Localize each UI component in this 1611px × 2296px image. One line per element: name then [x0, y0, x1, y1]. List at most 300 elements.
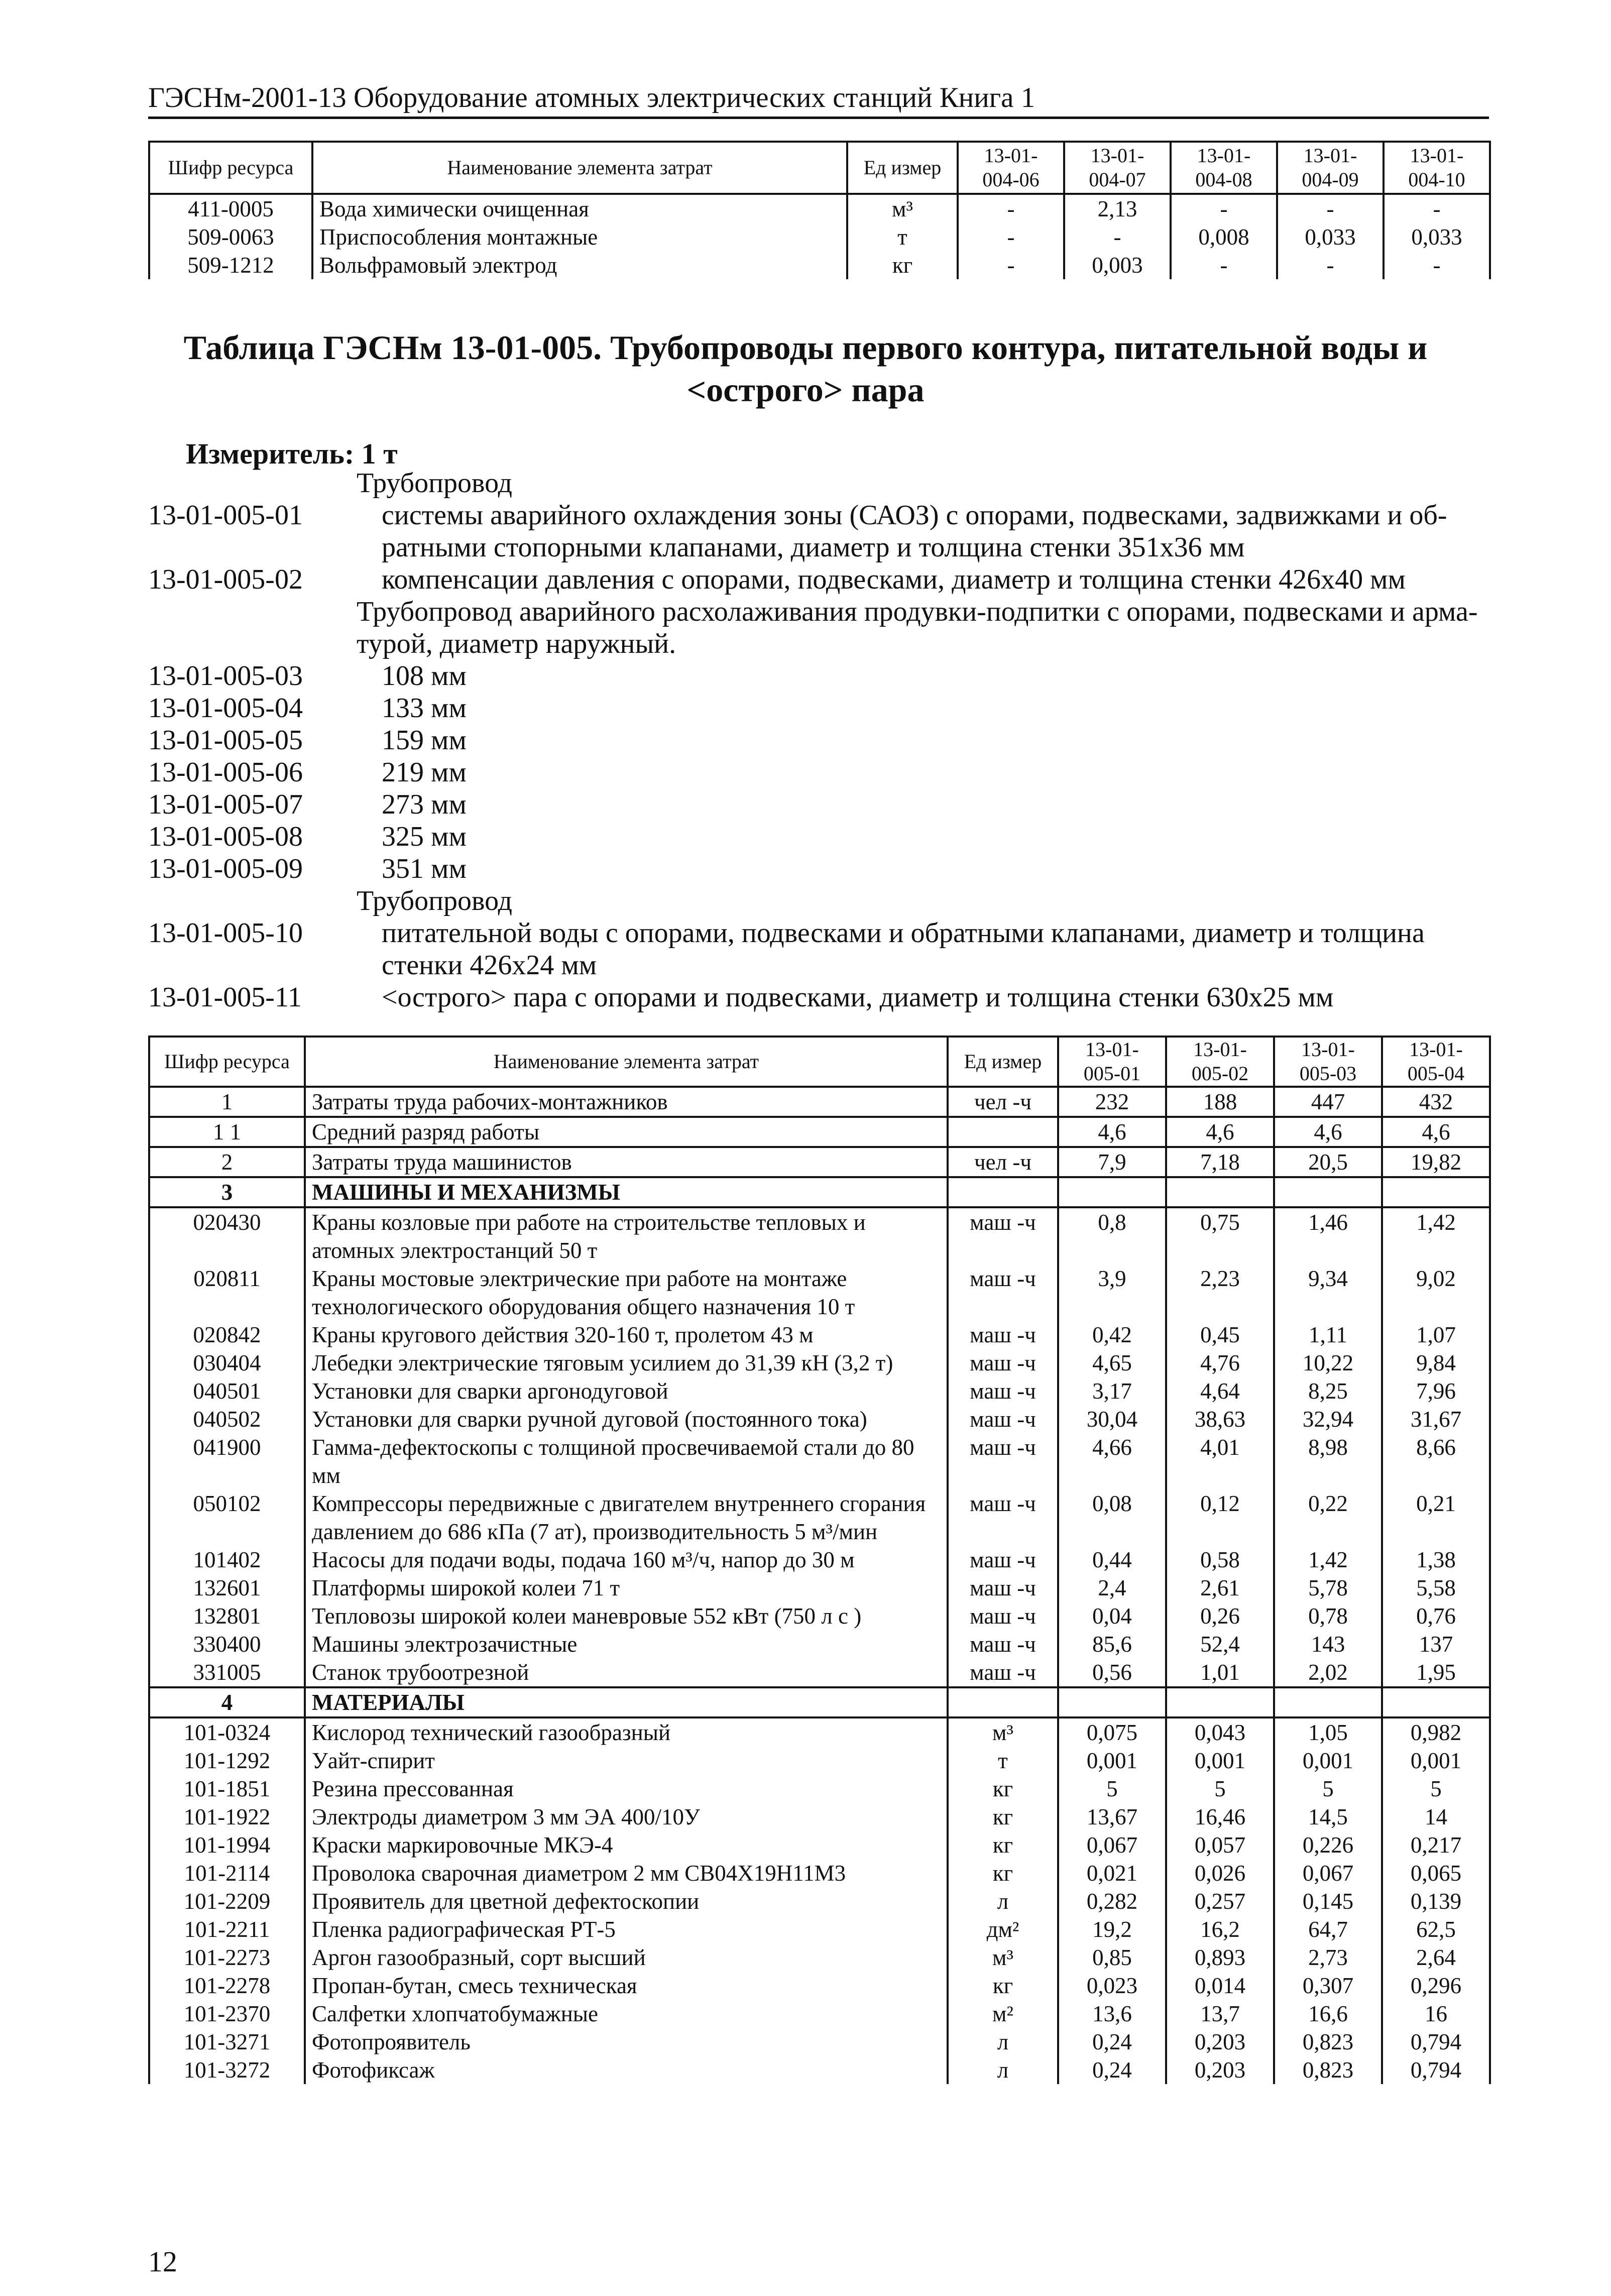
- table-row: [149, 251, 1490, 279]
- resource-name: Вольфрамовый электрод: [312, 251, 847, 279]
- header-unit: Ед измер: [847, 142, 958, 194]
- resource-code: 040501: [149, 1377, 305, 1405]
- group-label: турой, диаметр наружный.: [357, 628, 676, 659]
- unit: кг: [948, 1859, 1058, 1887]
- table-row: [149, 1574, 1490, 1602]
- unit: кг: [847, 251, 958, 279]
- value-cell: 0,014: [1166, 1972, 1274, 2000]
- value-cell: 0,001: [1274, 1747, 1382, 1775]
- empty-cell: [948, 1177, 1058, 1207]
- unit: маш -ч: [948, 1630, 1058, 1658]
- value-cell: 16,6: [1274, 2000, 1382, 2028]
- unit: л: [948, 2028, 1058, 2056]
- value-cell: 0,56: [1058, 1658, 1166, 1687]
- value-cell: 64,7: [1274, 1915, 1382, 1943]
- resource-name: Фотофиксаж: [305, 2056, 948, 2084]
- table-row: [149, 1915, 1490, 1943]
- value-cell: 432: [1382, 1087, 1490, 1117]
- table-row: [149, 1433, 1490, 1489]
- item-code: 13-01-005-04: [148, 693, 303, 724]
- value-cell: 5,58: [1382, 1574, 1490, 1602]
- value-cell: 1,46: [1274, 1207, 1382, 1265]
- table-row: [149, 1321, 1490, 1349]
- unit: т: [847, 223, 958, 251]
- unit: кг: [948, 1803, 1058, 1831]
- value-cell: 2,13: [1064, 194, 1171, 223]
- value-cell: 8,98: [1274, 1433, 1382, 1489]
- item-code: 13-01-005-11: [148, 982, 302, 1013]
- value-cell: 0,24: [1058, 2028, 1166, 2056]
- table-row: [149, 1803, 1490, 1831]
- value-cell: 3,17: [1058, 1377, 1166, 1405]
- header-name: Наименование элемента затрат: [312, 142, 847, 194]
- section-row: [149, 1687, 1490, 1717]
- value-cell: 13,6: [1058, 2000, 1166, 2028]
- unit: маш -ч: [948, 1405, 1058, 1433]
- item-size: 351 мм: [382, 853, 467, 884]
- value-cell: 0,026: [1166, 1859, 1274, 1887]
- value-cell: 0,823: [1274, 2056, 1382, 2084]
- resource-name: Приспособления монтажные: [312, 223, 847, 251]
- value-cell: 2,61: [1166, 1574, 1274, 1602]
- unit: маш -ч: [948, 1574, 1058, 1602]
- value-cell: 10,22: [1274, 1349, 1382, 1377]
- empty-cell: [1058, 1687, 1166, 1717]
- unit: м²: [948, 2000, 1058, 2028]
- value-cell: 4,65: [1058, 1349, 1166, 1377]
- value-cell: 14: [1382, 1803, 1490, 1831]
- table-row: [149, 1377, 1490, 1405]
- value-cell: 38,63: [1166, 1405, 1274, 1433]
- value-cell: 0,24: [1058, 2056, 1166, 2084]
- value-cell: 20,5: [1274, 1147, 1382, 1177]
- table-row: [149, 1405, 1490, 1433]
- value-cell: 8,25: [1274, 1377, 1382, 1405]
- resource-name: Краны козловые при работе на строительстве тепловых и атомных электростанций 50 т: [305, 1207, 948, 1265]
- item-size: 219 мм: [382, 757, 467, 788]
- item-code: 13-01-005-01: [148, 500, 303, 531]
- table-row: [149, 1207, 1490, 1265]
- item-code: 13-01-005-06: [148, 757, 303, 788]
- resource-code: 101-1292: [149, 1747, 305, 1775]
- value-cell: 1,38: [1382, 1546, 1490, 1574]
- section-code: 3: [149, 1177, 305, 1207]
- item-size: 325 мм: [382, 821, 467, 852]
- resource-name: Краски маркировочные МКЭ-4: [305, 1831, 948, 1859]
- item-code: 13-01-005-02: [148, 564, 303, 595]
- value-cell: 0,203: [1166, 2056, 1274, 2084]
- resource-name: Лебедки электрические тяговым усилием до 31,39 кН (3,2 т): [305, 1349, 948, 1377]
- resource-code: 101-3271: [149, 2028, 305, 2056]
- resource-name: Краны кругового действия 320-160 т, пролетом 43 м: [305, 1321, 948, 1349]
- value-cell: 13,67: [1058, 1803, 1166, 1831]
- resource-name: Затраты труда машинистов: [305, 1147, 948, 1177]
- value-cell: 1,07: [1382, 1321, 1490, 1349]
- value-cell: 2,4: [1058, 1574, 1166, 1602]
- value-cell: -: [1277, 194, 1384, 223]
- header-col: 13-01- 004-07: [1064, 142, 1171, 194]
- unit: кг: [948, 1831, 1058, 1859]
- value-cell: 0,067: [1058, 1831, 1166, 1859]
- resource-code: 101-2114: [149, 1859, 305, 1887]
- value-cell: -: [958, 223, 1064, 251]
- resource-name: Салфетки хлопчатобумажные: [305, 2000, 948, 2028]
- value-cell: 16,46: [1166, 1803, 1274, 1831]
- value-cell: -: [1064, 223, 1171, 251]
- measure-label: Измеритель:: [186, 437, 355, 470]
- item-code: 13-01-005-09: [148, 853, 303, 884]
- unit: маш -ч: [948, 1207, 1058, 1265]
- empty-cell: [1382, 1687, 1490, 1717]
- value-cell: 0,22: [1274, 1489, 1382, 1546]
- resource-name: Насосы для подачи воды, подача 160 м³/ч, напор до 30 м: [305, 1546, 948, 1574]
- resource-name: Проволока сварочная диаметром 2 мм СВ04Х19Н11М3: [305, 1859, 948, 1887]
- resource-code: 331005: [149, 1658, 305, 1687]
- section-row: [149, 1177, 1490, 1207]
- value-cell: 143: [1274, 1630, 1382, 1658]
- value-cell: 7,9: [1058, 1147, 1166, 1177]
- table-row: [149, 2028, 1490, 2056]
- header-code: Шифр ресурса: [149, 1037, 305, 1087]
- table-row: [149, 1859, 1490, 1887]
- resource-name: Фотопроявитель: [305, 2028, 948, 2056]
- page-number: 12: [148, 2245, 177, 2278]
- unit: кг: [948, 1972, 1058, 2000]
- resource-name: Вода химически очищенная: [312, 194, 847, 223]
- resource-code: 101-1922: [149, 1803, 305, 1831]
- value-cell: 0,226: [1274, 1831, 1382, 1859]
- value-cell: 0,008: [1171, 223, 1277, 251]
- header-unit: Ед измер: [948, 1037, 1058, 1087]
- item-description: ратными стопорными клапанами, диаметр и толщина стенки 351х36 мм: [382, 532, 1245, 563]
- value-cell: 0,58: [1166, 1546, 1274, 1574]
- value-cell: 0,067: [1274, 1859, 1382, 1887]
- table-row: [149, 1087, 1490, 1117]
- value-cell: 19,2: [1058, 1915, 1166, 1943]
- value-cell: 0,033: [1277, 223, 1384, 251]
- value-cell: 0,04: [1058, 1602, 1166, 1630]
- resource-code: 101-1851: [149, 1775, 305, 1803]
- measure-value: 1 т: [361, 437, 398, 470]
- table-row: [149, 1943, 1490, 1972]
- item-size: 133 мм: [382, 693, 467, 724]
- value-cell: 0,021: [1058, 1859, 1166, 1887]
- resource-code: 020842: [149, 1321, 305, 1349]
- resource-code: 330400: [149, 1630, 305, 1658]
- value-cell: 5: [1382, 1775, 1490, 1803]
- group-label: Трубопровод аварийного расхолаживания продувки-подпитки с опорами, подвесками и арма-: [357, 596, 1478, 627]
- value-cell: 30,04: [1058, 1405, 1166, 1433]
- value-cell: 0,8: [1058, 1207, 1166, 1265]
- table-row: [149, 1349, 1490, 1377]
- resource-name: Аргон газообразный, сорт высший: [305, 1943, 948, 1972]
- item-size: 159 мм: [382, 725, 467, 756]
- value-cell: 4,01: [1166, 1433, 1274, 1489]
- value-cell: 0,75: [1166, 1207, 1274, 1265]
- table-row: [149, 2000, 1490, 2028]
- resource-name: Машины электрозачистные: [305, 1630, 948, 1658]
- unit: маш -ч: [948, 1658, 1058, 1687]
- value-cell: 2,23: [1166, 1265, 1274, 1321]
- value-cell: 3,9: [1058, 1265, 1166, 1321]
- unit: маш -ч: [948, 1602, 1058, 1630]
- value-cell: 16: [1382, 2000, 1490, 2028]
- value-cell: 1,11: [1274, 1321, 1382, 1349]
- table-row: [149, 1265, 1490, 1321]
- value-cell: 14,5: [1274, 1803, 1382, 1831]
- header-col: 13-01- 005-01: [1058, 1037, 1166, 1087]
- value-cell: 2,73: [1274, 1943, 1382, 1972]
- value-cell: 0,45: [1166, 1321, 1274, 1349]
- unit: маш -ч: [948, 1377, 1058, 1405]
- value-cell: 0,139: [1382, 1887, 1490, 1915]
- value-cell: 0,982: [1382, 1717, 1490, 1747]
- page-header: ГЭСНм-2001-13 Оборудование атомных электрических станций Книга 1: [148, 82, 1035, 113]
- resource-name: Пропан-бутан, смесь техническая: [305, 1972, 948, 2000]
- resource-code: 509-1212: [149, 251, 312, 279]
- resource-code: 1 1: [149, 1117, 305, 1147]
- value-cell: 0,296: [1382, 1972, 1490, 2000]
- value-cell: 4,6: [1274, 1117, 1382, 1147]
- value-cell: 0,12: [1166, 1489, 1274, 1546]
- value-cell: 0,26: [1166, 1602, 1274, 1630]
- value-cell: 0,057: [1166, 1831, 1274, 1859]
- value-cell: 0,075: [1058, 1717, 1166, 1747]
- table-title-line-1: Таблица ГЭСНм 13-01-005. Трубопроводы первого контура, питательной воды и: [183, 328, 1428, 367]
- table-row: [149, 1489, 1490, 1546]
- value-cell: 0,76: [1382, 1602, 1490, 1630]
- measure: [186, 437, 398, 471]
- item-size: 273 мм: [382, 789, 467, 820]
- resource-code: 1: [149, 1087, 305, 1117]
- unit: м³: [948, 1717, 1058, 1747]
- resource-code: 509-0063: [149, 223, 312, 251]
- unit: маш -ч: [948, 1349, 1058, 1377]
- value-cell: 0,08: [1058, 1489, 1166, 1546]
- header-col: 13-01- 005-02: [1166, 1037, 1274, 1087]
- value-cell: 0,217: [1382, 1831, 1490, 1859]
- resource-code: 101-0324: [149, 1717, 305, 1747]
- resource-table-004: [148, 141, 1491, 279]
- value-cell: 9,02: [1382, 1265, 1490, 1321]
- value-cell: 5,78: [1274, 1574, 1382, 1602]
- resource-name: Средний разряд работы: [305, 1117, 948, 1147]
- value-cell: 0,001: [1382, 1747, 1490, 1775]
- unit: маш -ч: [948, 1321, 1058, 1349]
- resource-code: 101-3272: [149, 2056, 305, 2084]
- value-cell: 137: [1382, 1630, 1490, 1658]
- resource-name: Установки для сварки аргонодуговой: [305, 1377, 948, 1405]
- header-col: 13-01- 004-10: [1384, 142, 1490, 194]
- value-cell: 1,42: [1382, 1207, 1490, 1265]
- resource-name: Станок трубоотрезной: [305, 1658, 948, 1687]
- resource-code: 041900: [149, 1433, 305, 1489]
- resource-code: 101-1994: [149, 1831, 305, 1859]
- empty-cell: [1274, 1687, 1382, 1717]
- value-cell: -: [958, 194, 1064, 223]
- value-cell: 4,64: [1166, 1377, 1274, 1405]
- value-cell: 19,82: [1382, 1147, 1490, 1177]
- empty-cell: [1166, 1687, 1274, 1717]
- section-title: МАШИНЫ И МЕХАНИЗМЫ: [305, 1177, 948, 1207]
- value-cell: 188: [1166, 1087, 1274, 1117]
- value-cell: 4,6: [1058, 1117, 1166, 1147]
- item-description: питательной воды с опорами, подвесками и обратными клапанами, диаметр и толщина: [382, 917, 1425, 949]
- value-cell: 232: [1058, 1087, 1166, 1117]
- table-row: [149, 1630, 1490, 1658]
- value-cell: 2,02: [1274, 1658, 1382, 1687]
- value-cell: 0,823: [1274, 2028, 1382, 2056]
- resource-code: 020430: [149, 1207, 305, 1265]
- section-code: 4: [149, 1687, 305, 1717]
- header-col: 13-01- 004-09: [1277, 142, 1384, 194]
- item-description: системы аварийного охлаждения зоны (САОЗ) с опорами, подвесками, задвижками и об-: [382, 500, 1447, 531]
- resource-code: 101-2273: [149, 1943, 305, 1972]
- unit: чел -ч: [948, 1087, 1058, 1117]
- resource-code: 101402: [149, 1546, 305, 1574]
- item-code: 13-01-005-07: [148, 789, 303, 820]
- value-cell: 0,794: [1382, 2056, 1490, 2084]
- value-cell: 447: [1274, 1087, 1382, 1117]
- value-cell: 5: [1274, 1775, 1382, 1803]
- value-cell: 1,01: [1166, 1658, 1274, 1687]
- value-cell: 1,95: [1382, 1658, 1490, 1687]
- value-cell: 13,7: [1166, 2000, 1274, 2028]
- section-title: МАТЕРИАЛЫ: [305, 1687, 948, 1717]
- value-cell: 0,145: [1274, 1887, 1382, 1915]
- resource-name: Краны мостовые электрические при работе на монтаже технологического оборудования общего назначения 10 т: [305, 1265, 948, 1321]
- group-label: Трубопровод: [357, 885, 512, 916]
- value-cell: 8,66: [1382, 1433, 1490, 1489]
- value-cell: 7,18: [1166, 1147, 1274, 1177]
- value-cell: 0,794: [1382, 2028, 1490, 2056]
- value-cell: 85,6: [1058, 1630, 1166, 1658]
- unit: л: [948, 2056, 1058, 2084]
- value-cell: 2,64: [1382, 1943, 1490, 1972]
- value-cell: 52,4: [1166, 1630, 1274, 1658]
- empty-cell: [1058, 1177, 1166, 1207]
- table-row: [149, 223, 1490, 251]
- resource-code: 101-2209: [149, 1887, 305, 1915]
- unit: кг: [948, 1775, 1058, 1803]
- value-cell: 0,065: [1382, 1859, 1490, 1887]
- value-cell: 4,76: [1166, 1349, 1274, 1377]
- resource-name: Резина прессованная: [305, 1775, 948, 1803]
- unit: т: [948, 1747, 1058, 1775]
- value-cell: 62,5: [1382, 1915, 1490, 1943]
- value-cell: 0,001: [1166, 1747, 1274, 1775]
- value-cell: 4,66: [1058, 1433, 1166, 1489]
- value-cell: 0,257: [1166, 1887, 1274, 1915]
- value-cell: 5: [1166, 1775, 1274, 1803]
- value-cell: 1,05: [1274, 1717, 1382, 1747]
- value-cell: 9,84: [1382, 1349, 1490, 1377]
- empty-cell: [1382, 1177, 1490, 1207]
- value-cell: -: [1171, 194, 1277, 223]
- resource-code: 2: [149, 1147, 305, 1177]
- value-cell: 0,85: [1058, 1943, 1166, 1972]
- value-cell: 0,78: [1274, 1602, 1382, 1630]
- resource-name: Пленка радиографическая РТ-5: [305, 1915, 948, 1943]
- header-col: 13-01- 005-03: [1274, 1037, 1382, 1087]
- table-row: [149, 1546, 1490, 1574]
- value-cell: -: [1384, 194, 1490, 223]
- value-cell: 7,96: [1382, 1377, 1490, 1405]
- table-title-line-2: <острого> пара: [686, 371, 925, 409]
- table-row: [149, 1831, 1490, 1859]
- header-code: Шифр ресурса: [149, 142, 312, 194]
- value-cell: 0,033: [1384, 223, 1490, 251]
- unit: м³: [847, 194, 958, 223]
- value-cell: -: [1171, 251, 1277, 279]
- resource-name: Электроды диаметром 3 мм ЭА 400/10У: [305, 1803, 948, 1831]
- resource-code: 101-2278: [149, 1972, 305, 2000]
- item-description: стенки 426х24 мм: [382, 950, 597, 981]
- value-cell: 0,893: [1166, 1943, 1274, 1972]
- resource-code: 101-2211: [149, 1915, 305, 1943]
- table-row: [149, 1602, 1490, 1630]
- resource-name: Компрессоры передвижные с двигателем внутреннего сгорания давлением до 686 кПа (7 ат), производительность 5 м³/мин: [305, 1489, 948, 1546]
- value-cell: 0,003: [1064, 251, 1171, 279]
- table-header-row: [149, 1037, 1490, 1087]
- table-header-row: [149, 142, 1490, 194]
- resource-code: 050102: [149, 1489, 305, 1546]
- item-code: 13-01-005-08: [148, 821, 303, 852]
- unit: маш -ч: [948, 1433, 1058, 1489]
- table-row: [149, 194, 1490, 223]
- table-row: [149, 1747, 1490, 1775]
- value-cell: -: [1277, 251, 1384, 279]
- header-col: 13-01- 005-04: [1382, 1037, 1490, 1087]
- group-label: Трубопровод: [357, 468, 512, 499]
- resource-code: 411-0005: [149, 194, 312, 223]
- value-cell: 0,023: [1058, 1972, 1166, 2000]
- header-col: 13-01- 004-06: [958, 142, 1064, 194]
- resource-table-005: [148, 1036, 1491, 2084]
- value-cell: 31,67: [1382, 1405, 1490, 1433]
- value-cell: -: [1384, 251, 1490, 279]
- resource-code: 040502: [149, 1405, 305, 1433]
- table-row: [149, 1117, 1490, 1147]
- resource-code: 101-2370: [149, 2000, 305, 2028]
- value-cell: 0,307: [1274, 1972, 1382, 2000]
- value-cell: 0,203: [1166, 2028, 1274, 2056]
- table-row: [149, 1972, 1490, 2000]
- unit: дм²: [948, 1915, 1058, 1943]
- table-row: [149, 1658, 1490, 1687]
- unit: чел -ч: [948, 1147, 1058, 1177]
- resource-code: 030404: [149, 1349, 305, 1377]
- resource-name: Затраты труда рабочих-монтажников: [305, 1087, 948, 1117]
- unit: маш -ч: [948, 1546, 1058, 1574]
- item-size: 108 мм: [382, 660, 467, 692]
- value-cell: 0,21: [1382, 1489, 1490, 1546]
- value-cell: 0,001: [1058, 1747, 1166, 1775]
- header-rule: [148, 117, 1489, 119]
- table-row: [149, 1887, 1490, 1915]
- resource-code: 132801: [149, 1602, 305, 1630]
- item-code: 13-01-005-05: [148, 725, 303, 756]
- value-cell: 4,6: [1382, 1117, 1490, 1147]
- table-row: [149, 1775, 1490, 1803]
- value-cell: 0,043: [1166, 1717, 1274, 1747]
- resource-name: Уайт-спирит: [305, 1747, 948, 1775]
- item-description: компенсации давления с опорами, подвесками, диаметр и толщина стенки 426х40 мм: [382, 564, 1406, 595]
- resource-name: Платформы широкой колеи 71 т: [305, 1574, 948, 1602]
- resource-name: Установки для сварки ручной дуговой (постоянного тока): [305, 1405, 948, 1433]
- unit: маш -ч: [948, 1265, 1058, 1321]
- table-row: [149, 1717, 1490, 1747]
